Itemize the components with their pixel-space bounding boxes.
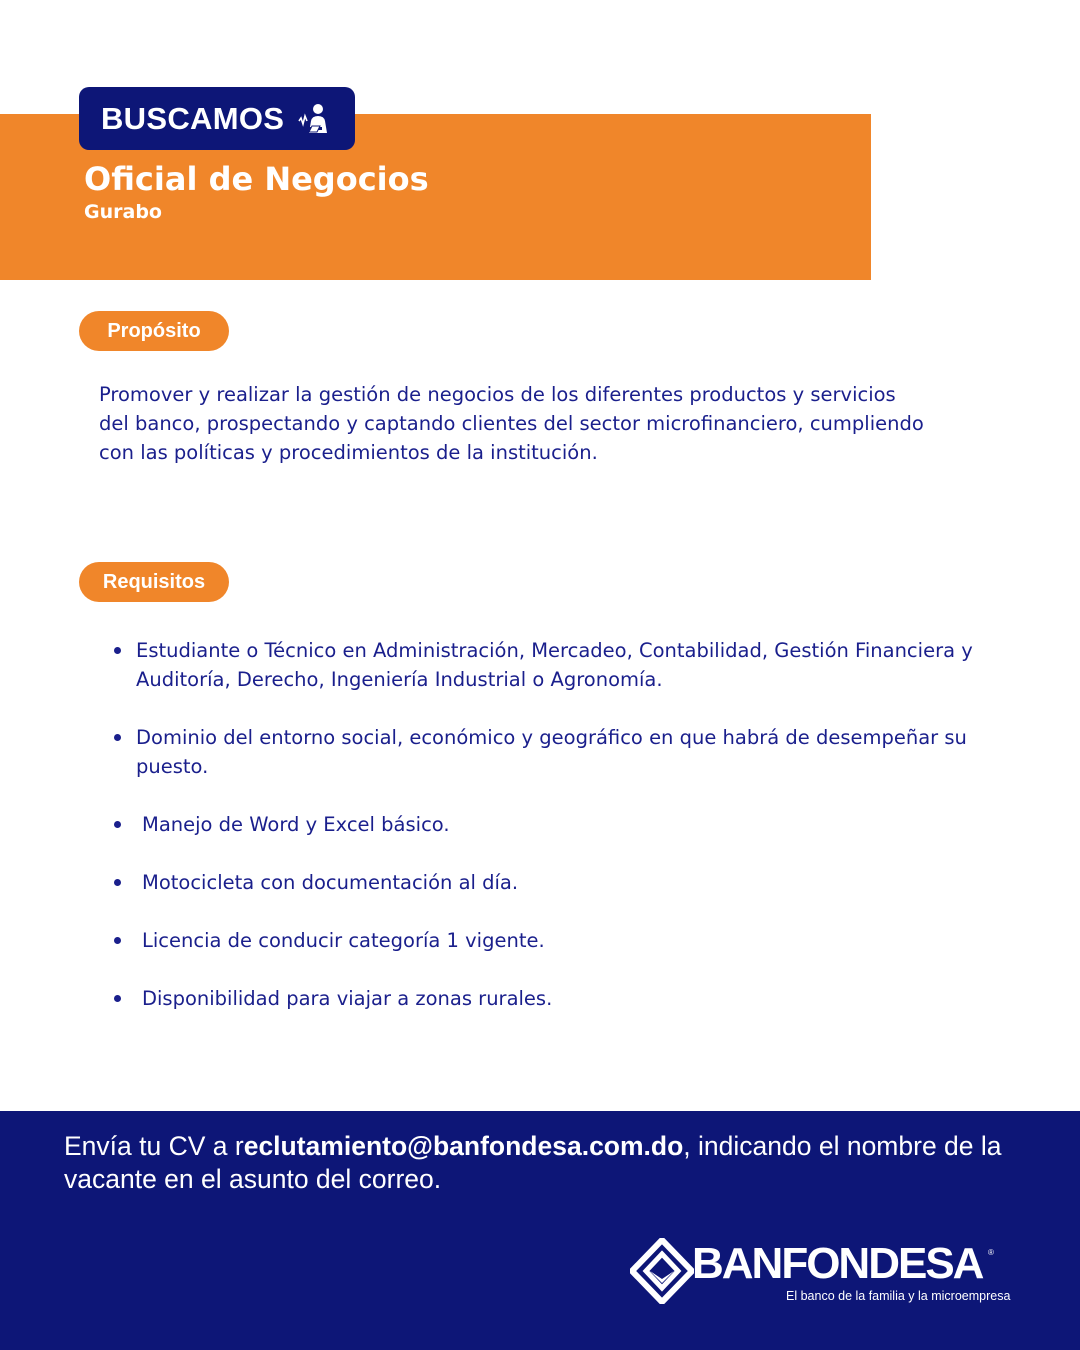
banfondesa-logo bbox=[630, 1238, 1011, 1308]
purpose-text: Promover y realizar la gestión de negocios de los diferentes productos y servicios del banco, prospectando y captando clientes del sector microfinanciero, cumpliendo con las políticas y procedimientos de la institución. bbox=[99, 383, 924, 464]
list-item: Licencia de conducir categoría 1 vigente. bbox=[114, 926, 974, 955]
buscamos-badge bbox=[79, 87, 355, 150]
job-title: Oficial de Negocios bbox=[84, 160, 429, 198]
purpose-heading: Propósito bbox=[79, 311, 229, 351]
footer-text-after: , indicando el nombre de la vacante en el asunto del correo. bbox=[64, 1131, 1002, 1194]
logo-name: BANFONDESA bbox=[692, 1239, 983, 1288]
list-item: Dominio del entorno social, económico y geográfico en que habrá de desempeñar su puesto. bbox=[114, 723, 974, 781]
requirements-list bbox=[114, 636, 974, 1042]
recruitment-email[interactable]: eclutamiento@banfondesa.com.do bbox=[243, 1131, 684, 1161]
footer-text-before: Envía tu CV a r bbox=[64, 1131, 244, 1161]
buscamos-label: BUSCAMOS bbox=[101, 100, 285, 136]
list-item: Manejo de Word y Excel básico. bbox=[114, 810, 974, 839]
list-item: Motocicleta con documentación al día. bbox=[114, 868, 974, 897]
logo-tagline: El banco de la familia y la microempresa bbox=[786, 1289, 1011, 1303]
list-item: Estudiante o Técnico en Administración, Mercadeo, Contabilidad, Gestión Financiera y Auditoría, Derecho, Ingeniería Industrial o Agronomía. bbox=[114, 636, 974, 694]
requirements-heading: Requisitos bbox=[79, 562, 229, 602]
registered-mark: ® bbox=[988, 1248, 994, 1257]
person-at-laptop-icon bbox=[296, 101, 332, 137]
footer-instructions bbox=[64, 1130, 1024, 1196]
list-item: Disponibilidad para viajar a zonas rurales. bbox=[114, 984, 974, 1013]
diamond-logo-icon bbox=[630, 1238, 694, 1304]
job-location: Gurabo bbox=[84, 201, 162, 223]
